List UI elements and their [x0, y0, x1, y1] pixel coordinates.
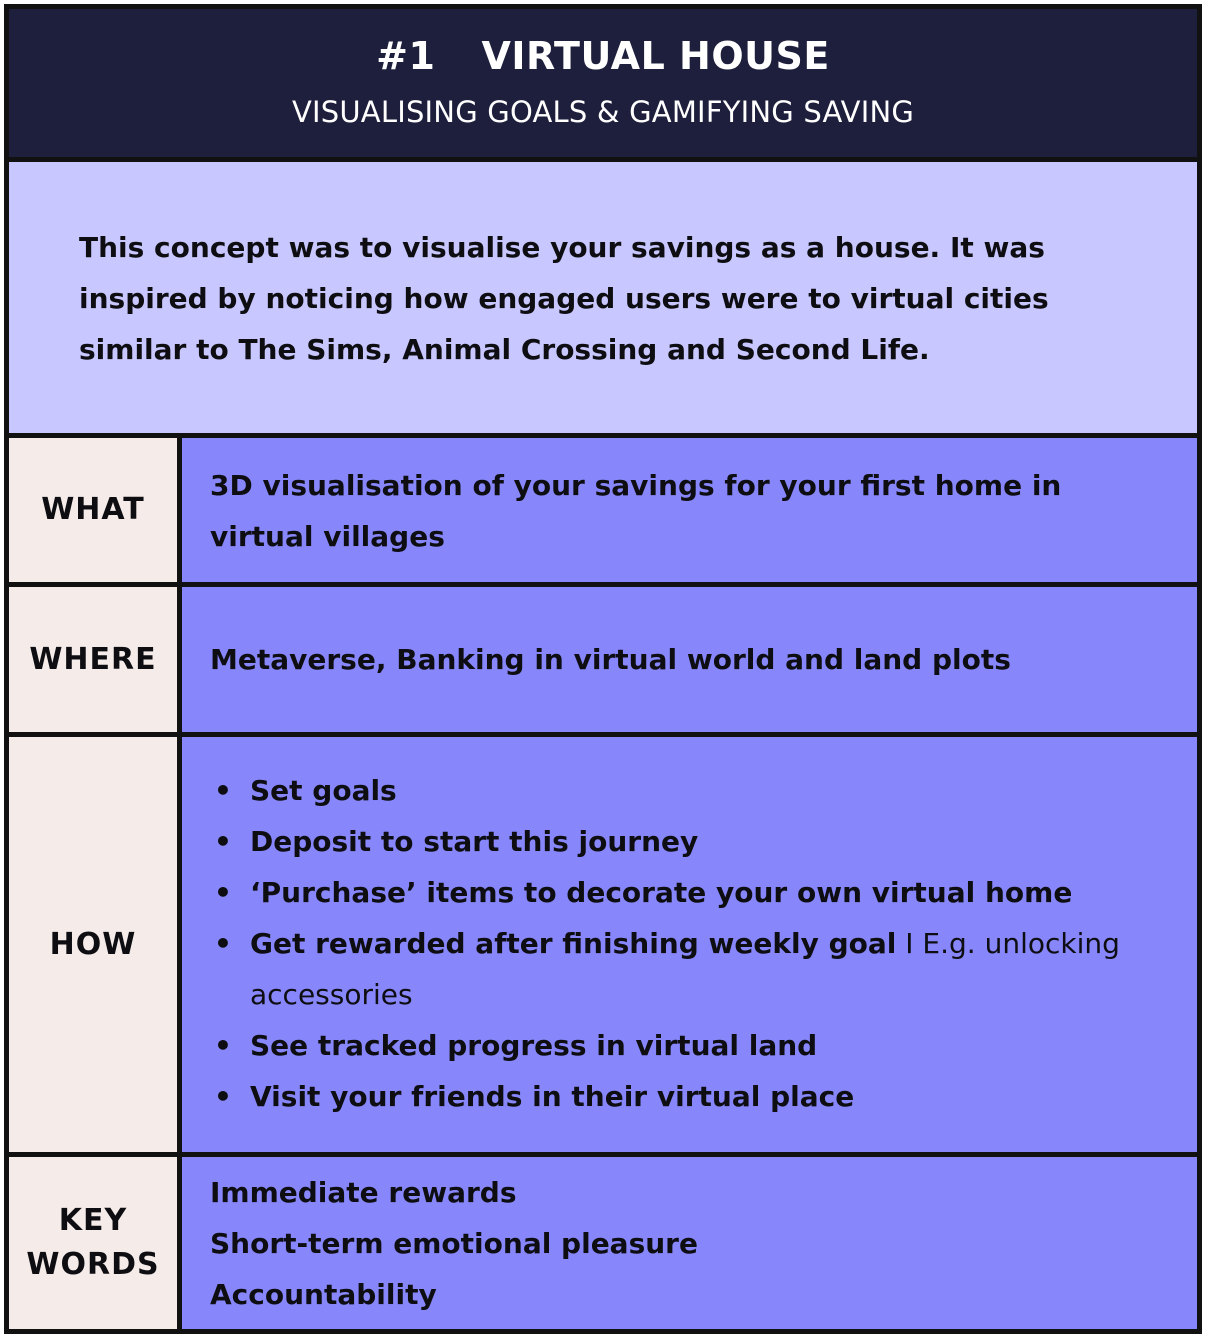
- where-label: WHERE: [29, 641, 157, 677]
- intro-section: [9, 162, 1197, 433]
- list-item: [210, 1071, 1150, 1122]
- key-words-content-cell: [182, 1157, 1197, 1329]
- list-item-extra: I E.g. unlocking accessories: [250, 927, 1120, 1011]
- key-words-list: [210, 1167, 1170, 1320]
- key-words-label-line2: WORDS: [26, 1247, 160, 1282]
- where-text: Metaverse, Banking in virtual world and land plots: [210, 643, 1011, 676]
- list-item-text: See tracked progress in virtual land: [250, 1029, 818, 1062]
- card-header: [9, 9, 1197, 157]
- what-text: 3D visualisation of your savings for your first home in virtual villages: [210, 469, 1062, 553]
- bullet-icon: •: [214, 1029, 232, 1062]
- concept-title: VIRTUAL HOUSE: [481, 34, 830, 78]
- row-where: [9, 587, 1197, 732]
- list-item-text: Set goals: [250, 774, 397, 807]
- row-key-words: [9, 1157, 1197, 1329]
- list-item: [210, 918, 1150, 1020]
- card-title: [9, 33, 1197, 79]
- row-what: [9, 438, 1197, 582]
- key-word-item: Short-term emotional pleasure: [210, 1227, 698, 1260]
- key-word-item: Accountability: [210, 1278, 437, 1311]
- how-label: HOW: [49, 926, 137, 962]
- key-words-label-line1: KEY: [58, 1203, 128, 1238]
- bullet-icon: •: [214, 825, 232, 858]
- bullet-icon: •: [214, 876, 232, 909]
- bullet-icon: •: [214, 1080, 232, 1113]
- list-item-text: ‘Purchase’ items to decorate your own virtual home: [250, 876, 1073, 909]
- list-item-text: Visit your friends in their virtual place: [250, 1080, 855, 1113]
- where-label-cell: [9, 587, 177, 732]
- bullet-icon: •: [214, 927, 232, 960]
- how-content-cell: [182, 737, 1197, 1152]
- list-item-text: Get rewarded after finishing weekly goal: [250, 927, 897, 960]
- key-words-label: [26, 1199, 159, 1287]
- concept-card: [4, 4, 1202, 1334]
- row-how: [9, 737, 1197, 1152]
- intro-text: This concept was to visualise your savings as a house. It was inspired by noticing how engaged users were to virtual cities similar to The Sims, Animal Crossing and Second Life.: [79, 231, 1049, 366]
- where-content-cell: [182, 587, 1197, 732]
- list-item: [210, 765, 1150, 816]
- key-words-label-cell: [9, 1157, 177, 1329]
- what-label: WHAT: [41, 492, 145, 527]
- how-label-cell: [9, 737, 177, 1152]
- list-item: [210, 1020, 1150, 1071]
- how-list: [210, 765, 1150, 1122]
- concept-number: #1: [376, 34, 436, 78]
- list-item-text: Deposit to start this journey: [250, 825, 699, 858]
- list-item: [210, 867, 1150, 918]
- what-content-cell: [182, 438, 1197, 582]
- list-item: [210, 816, 1150, 867]
- card-subtitle: VISUALISING GOALS & GAMIFYING SAVING: [291, 95, 915, 129]
- what-label-cell: [9, 438, 177, 582]
- bullet-icon: •: [214, 774, 232, 807]
- key-word-item: Immediate rewards: [210, 1176, 517, 1209]
